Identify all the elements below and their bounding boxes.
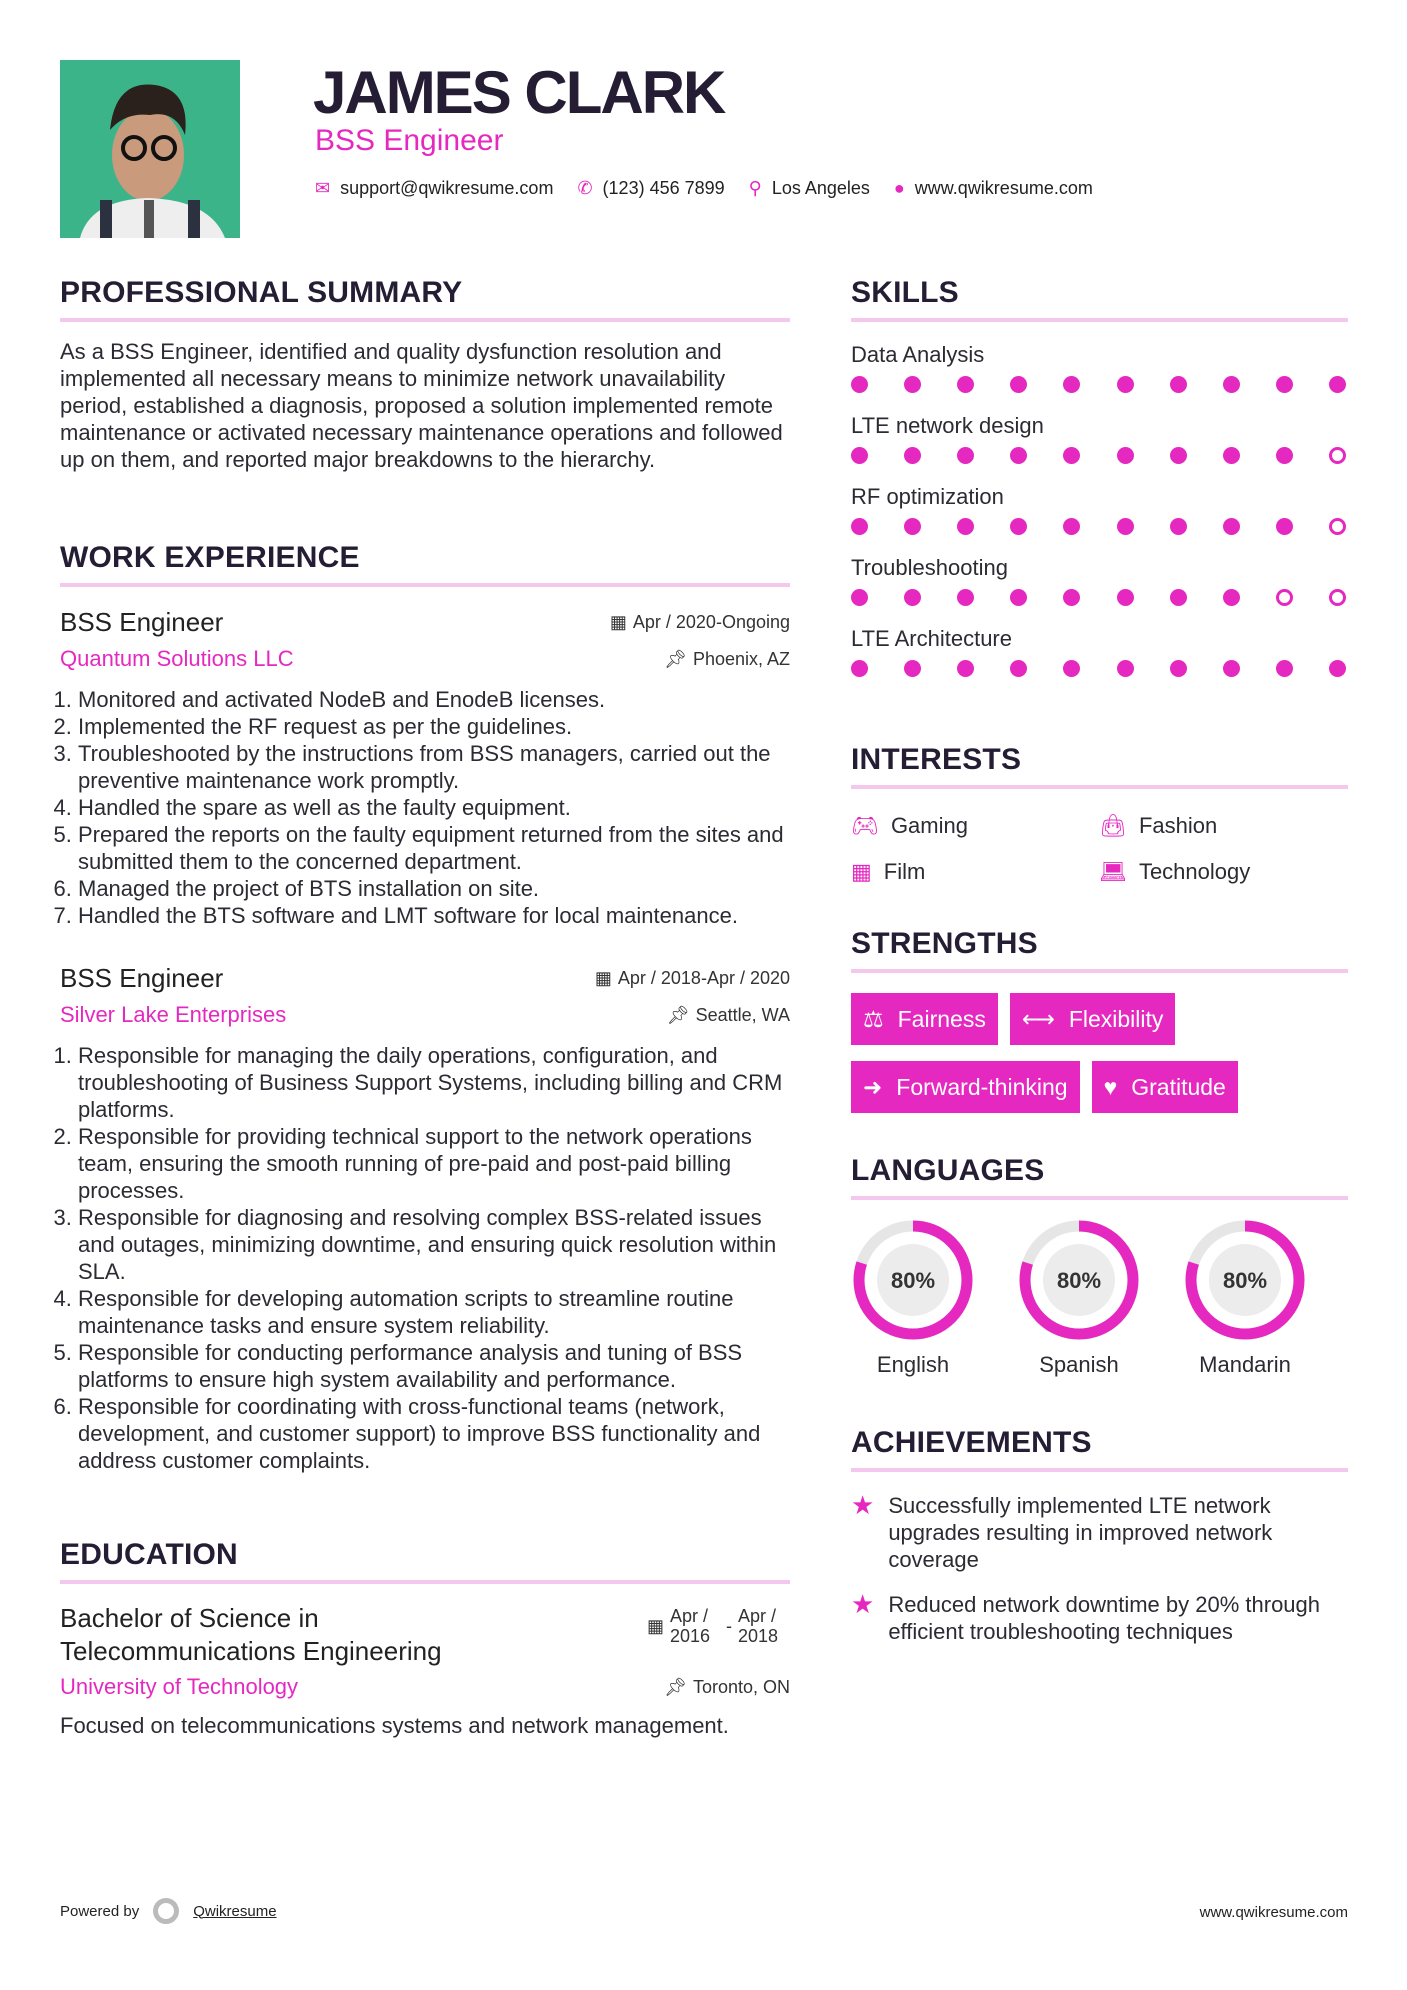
responsibility-item: 4. Handled the spare as well as the faulty equipment. (78, 794, 790, 821)
skill-dot (1117, 518, 1134, 535)
languages-section (851, 1154, 1348, 1378)
strength-fairness (851, 993, 998, 1045)
skill-dot (1329, 660, 1346, 677)
skill-dot (904, 447, 921, 464)
responsibility-item: 5. Responsible for conducting performance analysis and tuning of BSS platforms to ensure high system availability and performance. (78, 1339, 790, 1393)
skill-dot (1170, 660, 1187, 677)
job-title: BSS Engineer (60, 607, 224, 637)
section-heading: LANGUAGES (851, 1154, 1348, 1200)
language-name: Spanish (1039, 1352, 1119, 1377)
section-heading: EDUCATION (60, 1538, 790, 1584)
skill-dot (1223, 376, 1240, 393)
skill-item (851, 626, 1348, 677)
skill-dot (904, 660, 921, 677)
language-percent: 80% (1222, 1268, 1268, 1293)
calendar-icon: ▦ (609, 612, 627, 632)
powered-by-label: Powered by (60, 1902, 140, 1920)
section-heading: INTERESTS (851, 743, 1348, 789)
company-name: Quantum Solutions LLC (60, 646, 294, 671)
strength-gratitude (1092, 1061, 1238, 1113)
skill-name: LTE network design (851, 413, 1044, 438)
skill-dot (1010, 447, 1027, 464)
star-icon: ★ (851, 1589, 875, 1619)
skill-dot (957, 376, 974, 393)
job-dates: Apr / 2020-Ongoing (632, 612, 790, 632)
end-date: Apr / 2018 (738, 1606, 779, 1646)
phone-icon: ✆ (577, 178, 593, 198)
skill-dot (1170, 589, 1187, 606)
strength-label: Gratitude (1131, 1073, 1226, 1100)
job-title: BSS Engineer (60, 963, 224, 993)
interest-gaming (851, 803, 1099, 849)
responsibility-item: 2. Responsible for providing technical support to the network operations team, ensuring the smooth running of pre-paid and post-paid billing processes. (78, 1123, 790, 1204)
skill-dot (1010, 376, 1027, 393)
skill-dot (851, 660, 868, 677)
skill-rating (851, 660, 1348, 677)
job-entry (60, 607, 790, 929)
gamepad-icon: 🎮︎ (851, 813, 879, 838)
skill-dot (1117, 447, 1134, 464)
skill-dot (851, 447, 868, 464)
interest-film (851, 849, 1099, 895)
skill-dot (1276, 589, 1293, 606)
heart-icon: ♥ (1103, 1073, 1118, 1100)
contact-email[interactable]: support@qwikresume.com (340, 178, 554, 198)
skill-dot (1170, 447, 1187, 464)
job-entry (60, 963, 790, 1474)
strength-label: Forward-thinking (896, 1073, 1068, 1100)
interest-label: Gaming (890, 813, 968, 838)
responsibility-item: 6. Managed the project of BTS installation on site. (78, 875, 790, 902)
interests-section (851, 743, 1348, 895)
language-progress-ring (851, 1218, 975, 1342)
contact-phone: (123) 456 7899 (602, 178, 725, 198)
skill-dot (1010, 518, 1027, 535)
language-progress-ring (1183, 1218, 1307, 1342)
strength-label: Flexibility (1068, 1005, 1164, 1032)
education-text: Focused on telecommunications systems and network management. (60, 1713, 729, 1738)
envelope-icon: ✉ (315, 178, 331, 198)
map-pin-icon: ⚲ (748, 178, 762, 198)
job-dates: Apr / 2018-Apr / 2020 (617, 968, 790, 988)
skill-dot (1329, 376, 1346, 393)
interest-label: Film (883, 859, 926, 884)
language-name: English (876, 1352, 950, 1377)
skill-dot (851, 589, 868, 606)
achievement-item (851, 1591, 1348, 1645)
achievement-text: Successfully implemented LTE network upgrades resulting in improved network coverage (888, 1493, 1273, 1572)
skill-dot (851, 376, 868, 393)
skill-dot (1010, 660, 1027, 677)
skill-dot (1329, 447, 1346, 464)
laptop-icon: 💻︎ (1099, 859, 1127, 884)
skill-dot (1063, 376, 1080, 393)
pin-icon: 📌︎ (664, 1676, 687, 1697)
skill-dot (957, 660, 974, 677)
skill-name: Troubleshooting (851, 555, 1008, 580)
skill-dot (904, 589, 921, 606)
skill-name: RF optimization (851, 484, 1004, 509)
skill-rating (851, 447, 1348, 464)
skill-dot (904, 518, 921, 535)
qwikresume-logo-icon (153, 1898, 179, 1924)
responsibility-item: 3. Troubleshooted by the instructions from BSS managers, carried out the preventive maintenance work promptly. (78, 740, 790, 794)
calendar-icon: ▦ (594, 968, 612, 988)
skill-dot (1117, 376, 1134, 393)
profile-photo (60, 60, 240, 238)
star-icon: ★ (851, 1490, 875, 1520)
skill-dot (1170, 376, 1187, 393)
skill-item (851, 484, 1348, 535)
skill-dot (1117, 660, 1134, 677)
work-section (60, 541, 790, 1474)
education-location: Toronto, ON (692, 1676, 790, 1697)
footer-powered (60, 1898, 277, 1924)
skill-dot (1223, 447, 1240, 464)
skill-dot (957, 518, 974, 535)
skill-rating (851, 376, 1348, 393)
skill-dot (1276, 660, 1293, 677)
language-percent: 80% (1056, 1268, 1102, 1293)
section-heading: ACHIEVEMENTS (851, 1426, 1348, 1472)
section-heading: PROFESSIONAL SUMMARY (60, 276, 790, 322)
skill-dot (1223, 589, 1240, 606)
school: University of Technology (60, 1674, 299, 1699)
responsibility-item: 2. Implemented the RF request as per the guidelines. (78, 713, 790, 740)
skill-item (851, 413, 1348, 464)
language-item (1183, 1218, 1307, 1378)
responsibility-item: 5. Prepared the reports on the faulty equipment returned from the sites and submitted them to the concerned department. (78, 821, 790, 875)
interest-technology (1099, 849, 1347, 895)
language-progress-ring (1017, 1218, 1141, 1342)
film-icon: ▦ (851, 859, 872, 884)
skill-dot (851, 518, 868, 535)
start-date: Apr / 2016 (670, 1606, 711, 1646)
skill-dot (1329, 518, 1346, 535)
skill-dot (904, 376, 921, 393)
skill-dot (1063, 518, 1080, 535)
calendar-icon: ▦ (646, 1616, 664, 1636)
skill-dot (1223, 660, 1240, 677)
shopping-bag-icon: 👜︎ (1099, 813, 1127, 838)
skill-dot (1063, 447, 1080, 464)
skill-item (851, 555, 1348, 606)
contact-location: Los Angeles (771, 178, 870, 198)
interest-label: Technology (1138, 859, 1251, 884)
skill-dot (1117, 589, 1134, 606)
candidate-name: JAMES CLARK (313, 59, 725, 126)
language-item (1017, 1218, 1141, 1378)
arrow-right-icon: ➜ (863, 1073, 883, 1100)
responsibility-item: 1. Responsible for managing the daily operations, configuration, and troubleshooting of Business Support Systems, including billing and CRM platforms. (78, 1042, 790, 1123)
achievement-item (851, 1492, 1348, 1573)
skill-dot (1276, 518, 1293, 535)
globe-icon: ● (893, 178, 905, 198)
summary-text: As a BSS Engineer, identified and quality dysfunction resolution and implemented all necessary means to minimize network unavailability period, established a diagnosis, proposed a solution implemented remote maintenance or activated necessary maintenance operations and followed up on them, and reported major breakdowns to the hierarchy. (60, 339, 783, 472)
responsibility-item: 7. Handled the BTS software and LMT software for local maintenance. (78, 902, 790, 929)
strength-flexibility (1010, 993, 1176, 1045)
pin-icon: 📌︎ (664, 648, 687, 669)
skill-dot (1010, 589, 1027, 606)
interest-fashion (1099, 803, 1347, 849)
section-heading: WORK EXPERIENCE (60, 541, 790, 587)
contact-website[interactable]: www.qwikresume.com (914, 178, 1093, 198)
section-heading: STRENGTHS (851, 927, 1348, 973)
responsibility-item: 4. Responsible for developing automation scripts to streamline routine maintenance tasks and ensure system reliability. (78, 1285, 790, 1339)
skill-item (851, 342, 1348, 393)
responsibility-item: 6. Responsible for coordinating with cross-functional teams (network, development, and customer support) to improve BSS functionality and address customer complaints. (78, 1393, 790, 1474)
strengths-section (851, 927, 1348, 1113)
summary-section (60, 276, 790, 473)
scale-icon: ⚖ (863, 1005, 884, 1032)
contact-bar (315, 178, 1093, 199)
pin-icon: 📌︎ (666, 1004, 690, 1025)
skill-dot (1063, 660, 1080, 677)
language-percent: 80% (890, 1268, 936, 1293)
language-name: Mandarin (1199, 1352, 1291, 1377)
date-separator: - (726, 1616, 732, 1636)
job-location: Phoenix, AZ (692, 648, 790, 669)
arrows-horizontal-icon: ⟷ (1021, 1005, 1055, 1032)
brand-link[interactable]: Qwikresume (193, 1902, 277, 1920)
degree: Bachelor of Science in Telecommunications Engineering (60, 1603, 442, 1666)
achievements-section (851, 1426, 1348, 1663)
responsibility-item: 1. Monitored and activated NodeB and EnodeB licenses. (78, 686, 790, 713)
skill-dot (957, 589, 974, 606)
job-title: BSS Engineer (315, 124, 504, 157)
skill-dot (1063, 589, 1080, 606)
skill-rating (851, 518, 1348, 535)
strength-label: Fairness (897, 1005, 986, 1032)
footer-url[interactable]: www.qwikresume.com (1199, 1904, 1348, 1921)
skill-dot (957, 447, 974, 464)
skill-name: LTE Architecture (851, 626, 1012, 651)
skill-dot (1329, 589, 1346, 606)
education-section (60, 1538, 790, 1739)
section-heading: SKILLS (851, 276, 1348, 322)
skill-dot (1276, 376, 1293, 393)
language-item (851, 1218, 975, 1378)
skill-rating (851, 589, 1348, 606)
skill-dot (1223, 518, 1240, 535)
skill-name: Data Analysis (851, 342, 985, 367)
responsibility-item: 3. Responsible for diagnosing and resolving complex BSS-related issues and outages, minimizing downtime, and ensuring quick resolution within SLA. (78, 1204, 790, 1285)
job-location: Seattle, WA (695, 1004, 790, 1025)
skill-dot (1170, 518, 1187, 535)
strength-forward-thinking (851, 1061, 1080, 1113)
skills-section (851, 276, 1348, 697)
skill-dot (1276, 447, 1293, 464)
achievement-text: Reduced network downtime by 20% through efficient troubleshooting techniques (888, 1592, 1321, 1644)
education-dates (647, 1606, 790, 1646)
company-name: Silver Lake Enterprises (60, 1002, 287, 1027)
interest-label: Fashion (1138, 813, 1218, 838)
